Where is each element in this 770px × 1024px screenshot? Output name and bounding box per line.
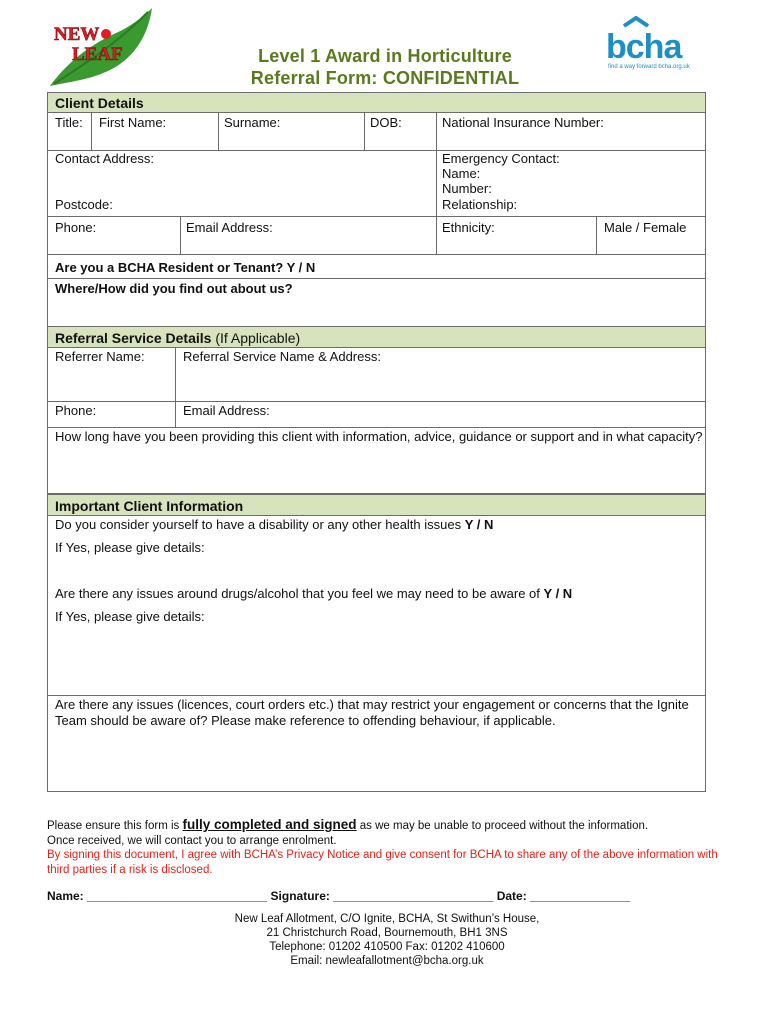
emergency-contact-label: Emergency Contact:: [442, 151, 560, 166]
consent-note: By signing this document, I agree with BCHA’s Privacy Notice and give consent for BCHA to share any of the above information with third parties if a risk is disclosed.: [47, 849, 718, 876]
svg-text:LEAF: LEAF: [72, 44, 123, 65]
postcode-field[interactable]: Postcode:: [55, 197, 113, 212]
ni-number-field[interactable]: National Insurance Number:: [442, 115, 604, 130]
client-email-field[interactable]: Email Address:: [186, 220, 273, 235]
svg-text:bcha: bcha: [606, 28, 682, 66]
enrolment-note: Once received, we will contact you to arrange enrolment.: [47, 835, 337, 847]
important-info-header: Important Client Information: [55, 498, 244, 514]
referrer-email-field[interactable]: Email Address:: [183, 403, 270, 418]
footer-address: New Leaf Allotment, C/O Ignite, BCHA, St Swithun’s House, 21 Christchurch Road, Bournemouth, BH1 3NS Telephone: 01202 410500 Fax: 01202 410600 Email: newleafallotment@bcha.org.uk: [234, 913, 540, 967]
disability-details-field[interactable]: If Yes, please give details:: [55, 540, 205, 555]
svg-text:NEW: NEW: [54, 24, 100, 45]
important-info-section: [47, 494, 706, 792]
client-details-header: Client Details: [55, 95, 144, 111]
find-us-question[interactable]: Where/How did you find out about us?: [55, 281, 293, 296]
client-details-section: [47, 92, 706, 327]
referral-service-header: Referral Service Details (If Applicable): [55, 330, 301, 346]
bcha-logo: [604, 16, 704, 72]
title-field[interactable]: Title:: [55, 115, 83, 130]
drugs-details-field[interactable]: If Yes, please give details:: [55, 609, 205, 624]
referral-service-address-field[interactable]: Referral Service Name & Address:: [183, 349, 381, 364]
completion-note: Please ensure this form is fully completed and signed as we may be unable to proceed without the information.: [47, 817, 649, 832]
form-subtitle: Referral Form: CONFIDENTIAL: [250, 68, 520, 88]
form-title: Level 1 Award in Horticulture: [258, 46, 512, 66]
new-leaf-logo: [44, 6, 156, 90]
bcha-tagline: find a way forward bcha.org.uk: [608, 64, 690, 70]
resident-question[interactable]: Are you a BCHA Resident or Tenant? Y / N: [55, 260, 316, 275]
first-name-field[interactable]: First Name:: [99, 115, 167, 130]
referrer-name-field[interactable]: Referrer Name:: [55, 349, 145, 364]
referral-service-section: [47, 326, 706, 494]
client-phone-field[interactable]: Phone:: [55, 220, 97, 235]
emergency-number-field[interactable]: Number:: [442, 181, 492, 196]
signature-line[interactable]: Name: ___________________________ Signature: ________________________ Date: _______________: [47, 889, 631, 903]
drugs-alcohol-question[interactable]: Are there any issues around drugs/alcohol that you feel we may need to be aware of Y / N: [55, 586, 573, 601]
support-duration-question[interactable]: How long have you been providing this client with information, advice, guidance or support and in what capacity?: [55, 429, 703, 444]
dob-field[interactable]: DOB:: [370, 115, 402, 130]
contact-address-field[interactable]: Contact Address:: [55, 151, 154, 166]
emergency-name-field[interactable]: Name:: [442, 166, 481, 181]
licences-question[interactable]: Are there any issues (licences, court orders etc.) that may restrict your engagement or concerns that the Ignite Team should be aware of? Please make reference to offending behaviour, if applicable.: [55, 697, 689, 728]
gender-field[interactable]: Male / Female: [604, 220, 687, 235]
disability-question[interactable]: Do you consider yourself to have a disability or any other health issues Y / N: [55, 517, 494, 532]
surname-field[interactable]: Surname:: [224, 115, 281, 130]
emergency-relationship-field[interactable]: Relationship:: [442, 197, 518, 212]
referrer-phone-field[interactable]: Phone:: [55, 403, 97, 418]
ethnicity-field[interactable]: Ethnicity:: [442, 220, 495, 235]
